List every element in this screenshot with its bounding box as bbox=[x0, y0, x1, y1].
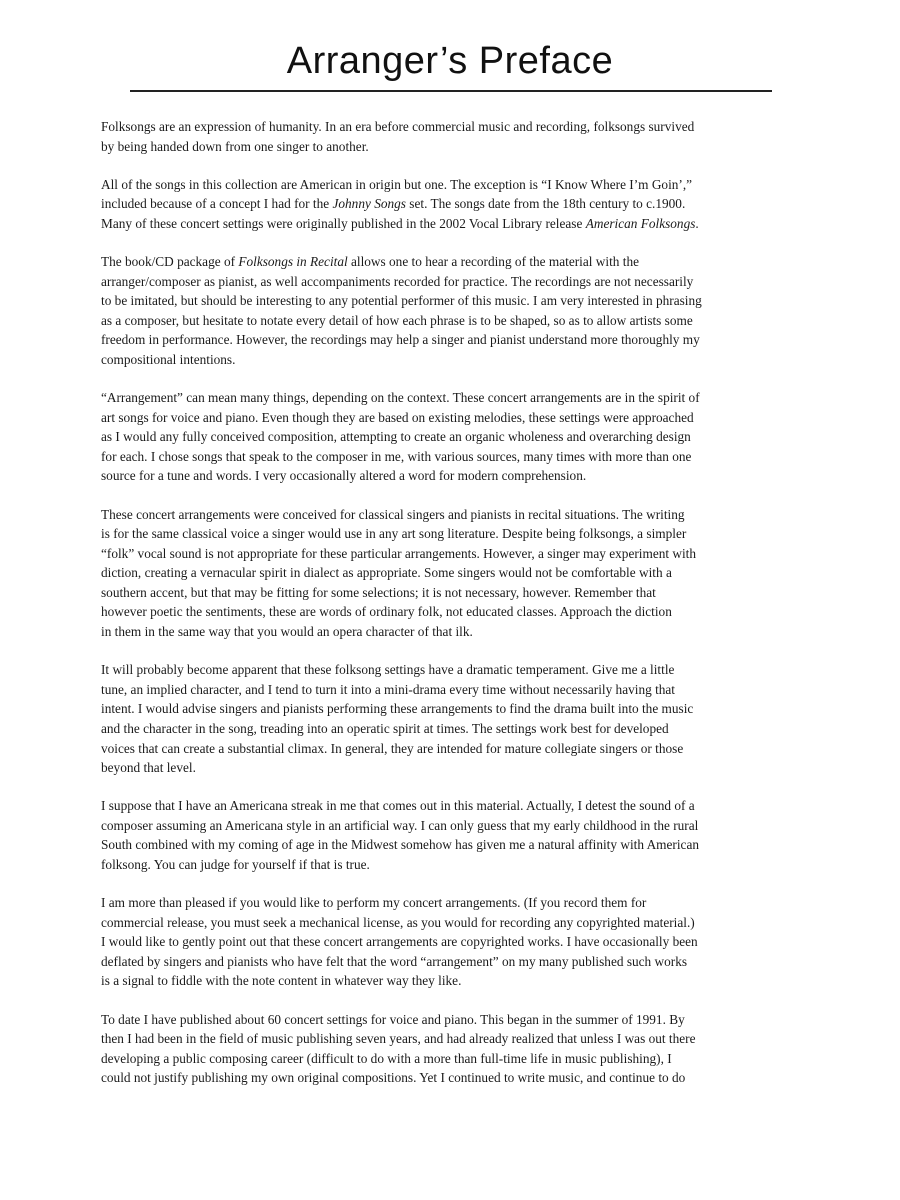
text-line bbox=[101, 117, 798, 137]
text-run: is for the same classical voice a singer would use in any art song literature. Despite being folksongs, a simpler bbox=[101, 526, 687, 542]
page-title: Arranger’s Preface bbox=[286, 40, 614, 82]
text-run: however poetic the sentiments, these are words of ordinary folk, not educated classes. Approach the diction bbox=[101, 604, 672, 620]
paragraph bbox=[101, 117, 798, 156]
text-line bbox=[101, 563, 798, 583]
text-run: as a composer, but hesitate to notate every detail of how each phrase is to be shaped, so as to allow artists some bbox=[101, 312, 693, 328]
text-run: Many of these concert settings were originally published in the 2002 Vocal Library release bbox=[101, 215, 586, 231]
text-run: These concert arrangements were conceived for classical singers and pianists in recital situations. The writing bbox=[101, 506, 685, 522]
text-run: by being handed down from one singer to another. bbox=[101, 138, 369, 154]
text-line bbox=[101, 622, 798, 642]
text-line bbox=[101, 252, 798, 272]
text-run: voices that can create a substantial climax. In general, they are intended for mature collegiate singers or those bbox=[101, 740, 684, 756]
text-run: included because of a concept I had for the bbox=[101, 196, 333, 212]
text-run: It will probably become apparent that these folksong settings have a dramatic temperament. Give me a little bbox=[101, 662, 675, 678]
text-line bbox=[101, 913, 798, 933]
text-run: All of the songs in this collection are American in origin but one. The exception is “I Know Where I’m Goin’,” bbox=[101, 176, 693, 192]
text-line bbox=[101, 699, 798, 719]
text-line bbox=[101, 1010, 798, 1030]
text-run: I would like to gently point out that these concert arrangements are copyrighted works. I have occasionally been bbox=[101, 934, 698, 950]
text-run: is a signal to fiddle with the note content in whatever way they like. bbox=[101, 973, 462, 989]
italic-title-text: American Folksongs bbox=[585, 215, 696, 231]
text-line bbox=[101, 952, 798, 972]
text-run: composer assuming an Americana style in an artificial way. I can only guess that my early childhood in the rural bbox=[101, 817, 699, 833]
text-line bbox=[101, 719, 798, 739]
text-line bbox=[101, 524, 798, 544]
text-run: commercial release, you must seek a mechanical license, as you would for recording any copyrighted material.) bbox=[101, 914, 695, 930]
text-line bbox=[101, 1029, 798, 1049]
text-run: to be imitated, but should be interesting to any potential performer of this music. I am very interested in phrasing bbox=[101, 293, 702, 309]
text-line bbox=[101, 427, 798, 447]
text-run: source for a tune and words. I very occasionally altered a word for modern comprehension. bbox=[101, 468, 587, 484]
text-line bbox=[101, 758, 798, 778]
text-line bbox=[101, 311, 798, 331]
text-line bbox=[101, 680, 798, 700]
text-run: folksong. You can judge for yourself if that is true. bbox=[101, 857, 370, 872]
text-line bbox=[101, 932, 798, 952]
text-run: “Arrangement” can mean many things, depending on the context. These concert arrangements are in the spirit of bbox=[101, 390, 700, 406]
text-run: Folksongs are an expression of humanity. In an era before commercial music and recording, folksongs survived bbox=[101, 119, 695, 134]
italic-title-text: Folksongs in Recital bbox=[238, 253, 348, 269]
text-run: then I had been in the field of music publishing seven years, and had already realized that unless I was out there bbox=[101, 1031, 696, 1047]
text-run: tune, an implied character, and I tend to turn it into a mini-drama every time without necessarily having that bbox=[101, 681, 676, 697]
text-line bbox=[101, 137, 798, 157]
text-line bbox=[101, 660, 798, 680]
text-line bbox=[101, 272, 798, 292]
text-run: “folk” vocal sound is not appropriate for these particular arrangements. However, a singer may experiment with bbox=[101, 545, 697, 561]
italic-title-text: Johnny Songs bbox=[332, 196, 406, 212]
text-run: art songs for voice and piano. Even though they are based on existing melodies, these settings were approached bbox=[101, 409, 694, 425]
text-run: as I would any fully conceived composition, attempting to create an organic wholeness and overarching design bbox=[101, 429, 691, 445]
text-line bbox=[101, 175, 798, 195]
text-run: arranger/composer as pianist, as well accompaniments recorded for practice. The recordings are not necessarily bbox=[101, 273, 694, 289]
paragraph bbox=[101, 388, 798, 486]
text-line bbox=[101, 505, 798, 525]
paragraph bbox=[101, 796, 798, 874]
text-line bbox=[101, 816, 798, 836]
text-run: and the character in the song, treading into an operatic spirit at times. The settings work best for developed bbox=[101, 720, 669, 736]
paragraph bbox=[101, 175, 798, 234]
text-line bbox=[101, 835, 798, 855]
text-line bbox=[101, 214, 798, 234]
text-line bbox=[101, 855, 798, 875]
text-line bbox=[101, 330, 798, 350]
text-run: could not justify publishing my own original compositions. Yet I continued to write music, and continue to do bbox=[101, 1070, 686, 1086]
text-line bbox=[101, 194, 798, 214]
text-line bbox=[101, 544, 798, 564]
paragraph bbox=[101, 893, 798, 991]
text-run: set. The songs date from the 18th century to c.1900. bbox=[405, 196, 686, 212]
preface-body bbox=[101, 117, 798, 1106]
text-line bbox=[101, 466, 798, 486]
text-line bbox=[101, 388, 798, 408]
paragraph bbox=[101, 1010, 798, 1088]
text-run: deflated by singers and pianists who have felt that the word “arrangement” on my many published such works bbox=[101, 953, 688, 969]
text-line bbox=[101, 893, 798, 913]
text-line bbox=[101, 971, 798, 991]
text-run: in them in the same way that you would an opera character of that ilk. bbox=[101, 624, 473, 640]
text-line bbox=[101, 739, 798, 759]
text-run: intent. I would advise singers and pianists performing these arrangements to find the drama built into the music bbox=[101, 701, 694, 717]
text-line bbox=[101, 1068, 798, 1088]
text-line bbox=[101, 291, 798, 311]
text-run: The book/CD package of bbox=[101, 253, 239, 269]
text-line bbox=[101, 796, 798, 816]
text-line bbox=[101, 602, 798, 622]
text-run: southern accent, but that may be fitting for some selections; it is not necessary, however. Remember that bbox=[101, 584, 656, 600]
text-line bbox=[101, 447, 798, 467]
text-run: developing a public composing career (difficult to do with a more than full-time life in music publishing), I bbox=[101, 1050, 672, 1066]
text-run: for each. I chose songs that speak to the composer in me, with various sources, many times with more than one bbox=[101, 448, 692, 464]
text-run: . bbox=[695, 215, 699, 231]
title-rule bbox=[130, 90, 772, 92]
text-run: freedom in performance. However, the recordings may help a singer and pianist understand more thoroughly my bbox=[101, 332, 700, 348]
text-run: allows one to hear a recording of the material with the bbox=[347, 253, 639, 269]
text-run: diction, creating a vernacular spirit in dialect as appropriate. Some singers would not be comfortable with a bbox=[101, 565, 672, 581]
text-line bbox=[101, 583, 798, 603]
paragraph bbox=[101, 660, 798, 778]
text-run: To date I have published about 60 concert settings for voice and piano. This began in the summer of 1991. By bbox=[101, 1011, 685, 1027]
text-line bbox=[101, 1049, 798, 1069]
text-run: I am more than pleased if you would like to perform my concert arrangements. (If you record them for bbox=[101, 895, 647, 911]
text-line bbox=[101, 350, 798, 370]
text-run: beyond that level. bbox=[101, 760, 196, 776]
text-run: I suppose that I have an Americana streak in me that comes out in this material. Actually, I detest the sound of a bbox=[101, 798, 695, 814]
paragraph bbox=[101, 252, 798, 370]
text-run: compositional intentions. bbox=[101, 351, 236, 367]
paragraph bbox=[101, 505, 798, 642]
text-run: South combined with my coming of age in the Midwest somehow has given me a natural affinity with American bbox=[101, 837, 699, 853]
text-line bbox=[101, 408, 798, 428]
